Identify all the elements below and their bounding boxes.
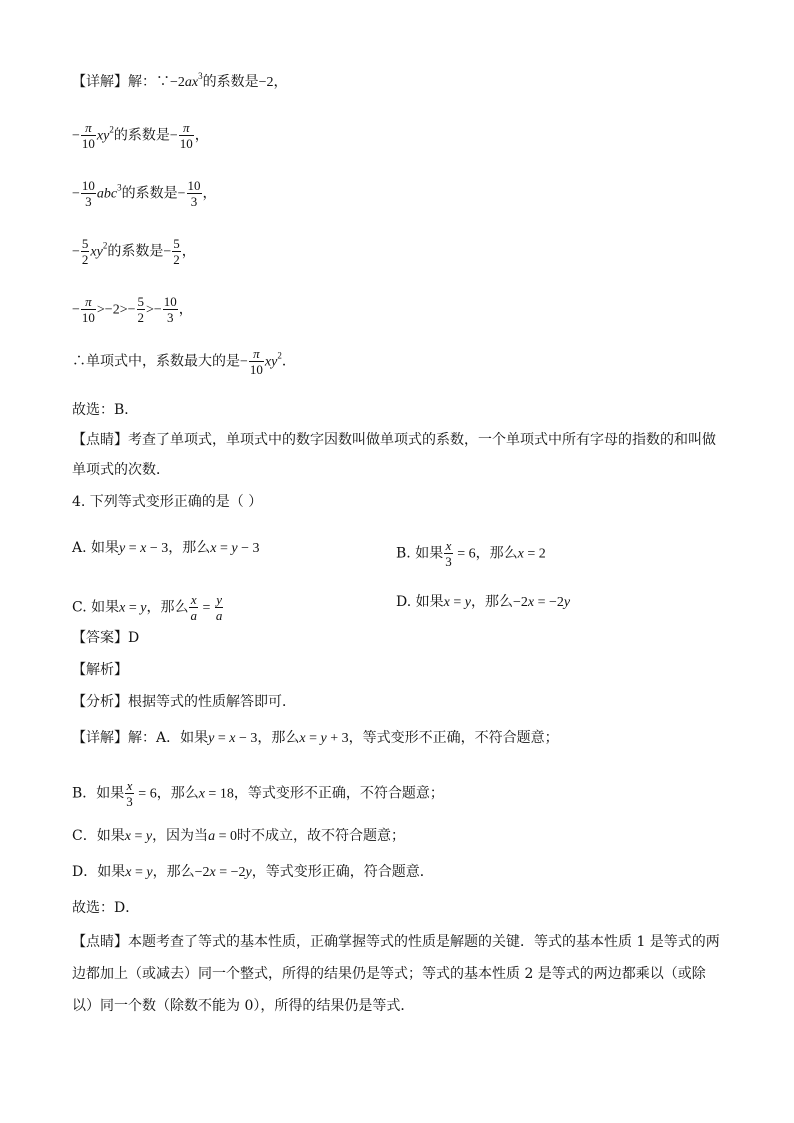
text: C. 如果: [72, 599, 120, 616]
punct: ．: [281, 353, 296, 370]
text: 的系数是: [202, 74, 259, 90]
note-line-2a: 【点睛】本题考查了等式的基本性质，正确掌握等式的性质是解题的关键．等式的基本性质 1 是等式的两: [72, 934, 720, 950]
option-a: A. 如果y = x − 3，那么x = y − 3: [72, 540, 260, 556]
text: 时不成立，故不符合题意；: [236, 828, 405, 844]
analysis-heading: 【解析】: [72, 662, 128, 678]
text: A. 如果: [72, 540, 120, 556]
text: 【详解】解：A．如果: [72, 730, 209, 746]
detail-b: B．如果 $\frac{x}{3}$ = 6，那么x = 18，等式变形不正确，不符合题意；: [72, 778, 444, 809]
punct: ，: [202, 185, 217, 202]
text: ，那么: [470, 594, 513, 610]
text: ，那么: [257, 730, 300, 746]
detail-tag: 【详解】: [72, 74, 128, 90]
detail-line-2: − $\frac{\pi}{10}$ $xy^2$的系数是− $\frac{\pi}{10}$ ，: [72, 120, 209, 151]
note-line-2c: 以）同一个数（除数不能为 0），所得的结果仍是等式．: [72, 998, 415, 1014]
text: 的系数是: [113, 127, 170, 144]
text: ，那么: [168, 540, 211, 556]
text: ，那么: [475, 545, 518, 562]
text: B．如果: [72, 785, 125, 802]
note-line-1a: 【点睛】考查了单项式，单项式中的数字因数叫做单项式的系数，一个单项式中所有字母的指数的和叫做: [72, 432, 716, 448]
text: ，等式变形不正确，不符合题意；: [348, 730, 559, 746]
text: C．如果: [72, 828, 125, 844]
text: 解：∵: [128, 74, 170, 90]
analysis-line: 【分析】根据等式的性质解答即可．: [72, 694, 296, 710]
punct: ，: [194, 127, 209, 144]
option-b: B. 如果 $\frac{x}{3}$ = 6，那么x = 2: [396, 538, 546, 569]
punct: ，: [181, 243, 196, 260]
detail-line-3: − $\frac{10}{3}$ abc$^3$的系数是− $\frac{10}{3}$ ，: [72, 178, 217, 209]
detail-line-1: 【详解】解：$\because-2ax^3$的系数是−2，: [72, 71, 288, 90]
text: ，等式变形不正确，不符合题意；: [233, 785, 444, 802]
text: 的系数是: [107, 243, 164, 260]
text: 的系数是: [121, 185, 178, 202]
detail-line-4: − $\frac{5}{2}$ $xy^2$的系数是− $\frac{5}{2}$ ，: [72, 236, 196, 267]
text: ，等式变形正确，符合题意．: [251, 864, 434, 880]
detail-line-5-inequality: − $\frac{\pi}{10}$ >−2>− $\frac{5}{2}$ >− $\frac{10}{3}$ ，: [72, 294, 193, 325]
text: ，那么: [152, 864, 195, 880]
detail-a: 【详解】解：A．如果y = x − 3，那么x = y + 3，等式变形不正确，不符合题意；: [72, 730, 559, 746]
text: D. 如果: [396, 594, 444, 610]
question-4: 4. 下列等式变形正确的是（ ）: [72, 494, 263, 510]
detail-c: C．如果x = y，因为当a = 0时不成立，故不符合题意；: [72, 828, 405, 844]
note-line-2b: 边都加上（或减去）同一个整式，所得的结果仍是等式；等式的基本性质 2 是等式的两边都乘以（或除: [72, 966, 706, 982]
punct: ，: [273, 74, 288, 90]
text: ，那么: [146, 599, 189, 616]
note-line-1b: 单项式的次数．: [72, 462, 170, 478]
choose-line-1: 故选：B．: [72, 402, 139, 418]
detail-d: D．如果x = y，那么−2x = −2y，等式变形正确，符合题意．: [72, 864, 434, 880]
option-d: D. 如果x = y，那么−2x = −2y: [396, 594, 571, 610]
coefficient-value: −2: [258, 75, 274, 90]
detail-line-6: ∴单项式中，系数最大的是− $\frac{\pi}{10}$ $xy^2$．: [72, 346, 296, 377]
text: ，那么: [156, 785, 199, 802]
option-c: C. 如果x = y，那么 $\frac{x}{a}$ = $\frac{y}{a}$: [72, 592, 223, 623]
answer-line: 【答案】D: [72, 630, 140, 646]
text: D．如果: [72, 864, 126, 880]
text: ，因为当: [152, 828, 209, 844]
text: ∴单项式中，系数最大的是: [72, 353, 240, 370]
choose-line-2: 故选：D．: [72, 900, 140, 916]
text: B. 如果: [396, 545, 444, 562]
